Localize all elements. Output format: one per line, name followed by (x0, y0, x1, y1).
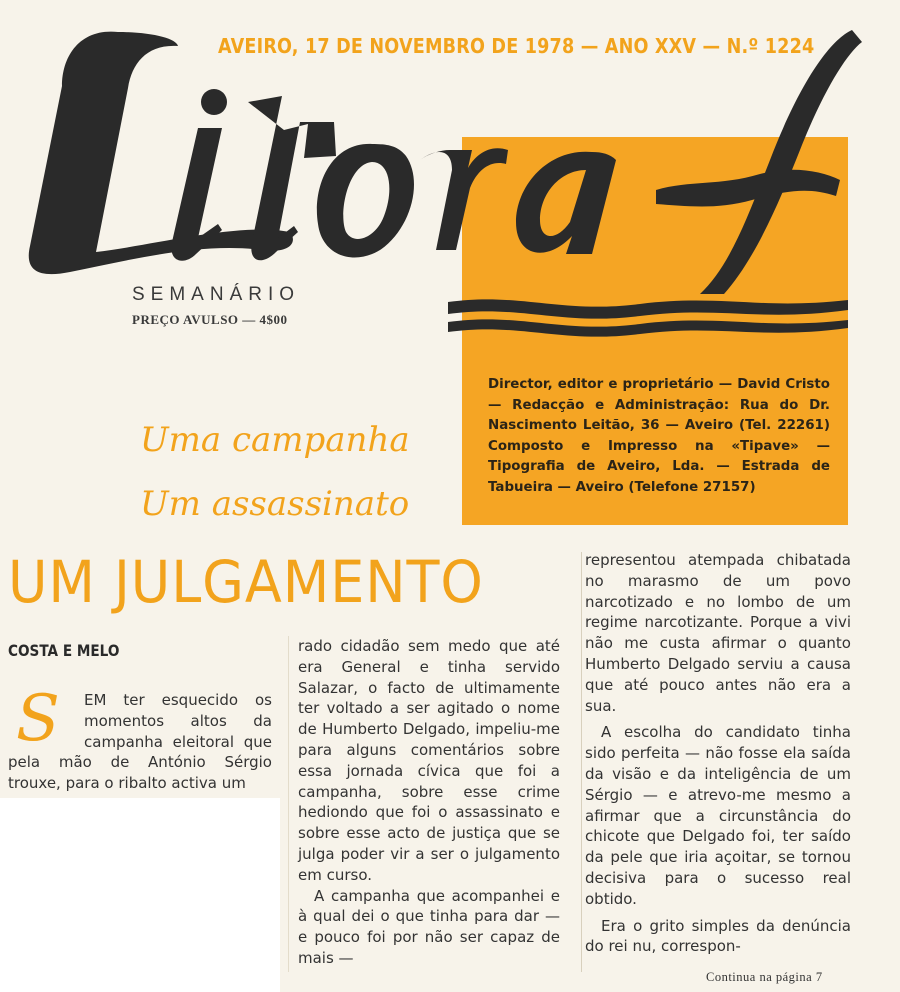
torn-corner (0, 798, 280, 992)
column-1-text: EM ter esquecido os momentos altos da campanha eleitoral que pela mão de António Sérgio trouxe, para o ribalto activa um (8, 691, 272, 793)
article-column-3 (585, 550, 851, 957)
column-3-paragraph: Era o grito simples da denúncia do rei nu, correspon- (585, 916, 851, 956)
column-2-paragraph: rado cidadão sem medo que até era General e tinha servido Salazar, o facto de ultimamente ter voltado a ser agitado o nome de Humberto Delgado, impeliu-me para alguns comentários sobre essa jornada cívica que foi a campanha, sobre esse crime hediondo que foi o assassinato e sobre esse acto de justiça que se julga poder vir a ser o julgamento em curso. (298, 637, 560, 884)
column-divider (581, 552, 582, 972)
masthead-type: SEMANÁRIO (132, 284, 301, 305)
article-column-2 (298, 636, 560, 969)
imprint-text: Director, editor e proprietário — David Cristo — Redacção e Administração: Rua do Dr. Nascimento Leitão, 36 — Aveiro (Tel. 22261) Composto e Impresso na «Tipave» — Tipografia de Aveiro, Lda. — Estrada de Tabueira — Aveiro (Telefone 27157) (488, 377, 830, 495)
drop-cap: S (16, 690, 60, 756)
continued-note: Continua na página 7 (706, 970, 823, 984)
dateline: AVEIRO, 17 DE NOVEMBRO DE 1978 — ANO XXV — N.º 1224 (218, 34, 815, 58)
article-subtitle-2: Um assassinato (140, 484, 410, 524)
column-divider (288, 636, 289, 972)
article-subtitle-1: Uma campanha (140, 420, 410, 460)
article-column-1 (8, 690, 272, 798)
article-byline: COSTA E MELO (8, 641, 120, 660)
article-headline: UM JULGAMENTO (8, 548, 484, 616)
masthead-price: PREÇO AVULSO — 4$00 (132, 312, 288, 327)
column-3-paragraph: A escolha do candidato tinha sido perfeita — não fosse ela saída da visão e da inteligência de um Sérgio — e atrevo-me mesmo a afirmar que a circunstância do chicote que Delgado foi, ter saído da pele que iria açoitar, se tornou decisiva para o sucesso real obtido. (585, 723, 851, 908)
column-2-paragraph: A campanha que acompanhei e à qual dei o que tinha para dar — e pouco foi por não ser capaz de mais — (298, 886, 560, 967)
column-3-paragraph: representou atempada chibatada no marasmo de um povo narcotizado e no lombo de um regime narcotizante. Porque a vivi não me custa afirmar o quanto Humberto Delgado serviu a causa que até pouco antes não era a sua. (585, 551, 851, 715)
